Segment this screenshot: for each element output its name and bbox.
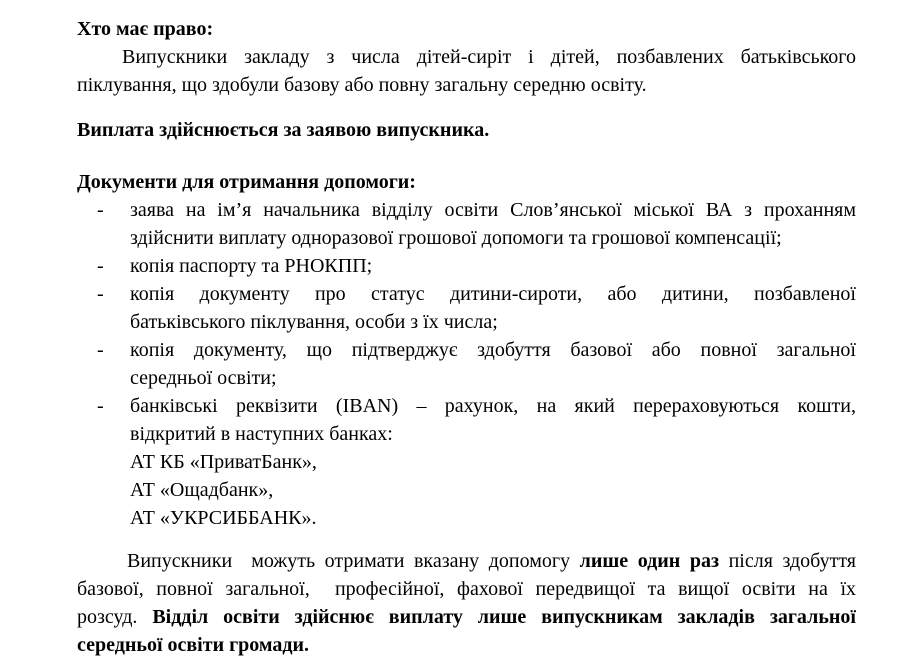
closing-text: після здобуття [719, 550, 856, 572]
docs-heading: Документи для отримання допомоги: [77, 171, 416, 193]
closing-text-bold: середньої освіти громади. [77, 634, 310, 656]
bullet-line: заява на ім’я начальника відділу освіти Слов’янської міської ВА з проханням [130, 199, 856, 221]
bullet-line: банківські реквізити (IBAN) – рахунок, на який перераховуються кошти, [130, 395, 856, 417]
blank-space [77, 532, 856, 547]
documents-list [77, 196, 856, 532]
bullet-line: відкритий в наступних банках: [130, 423, 393, 445]
bullet-line: батьківського піклування, особи з їх числа; [130, 311, 498, 333]
dash-bullet: - [97, 395, 104, 417]
blank-space [77, 99, 856, 116]
blank-space [77, 144, 856, 168]
closing-line [77, 631, 856, 659]
closing-text-bold: Відділ освіти здійснює виплату лише випускникам закладів загальної [152, 606, 856, 628]
payment-statement: Виплата здійснюється за заявою випускника. [77, 119, 490, 141]
dash-bullet: - [97, 255, 104, 277]
bullet-line: середньої освіти; [130, 367, 277, 389]
intro-line: піклування, що здобули базову або повну загальну середню освіту. [77, 74, 647, 96]
closing-line [77, 603, 856, 631]
dash-bullet: - [97, 199, 104, 221]
dash-bullet: - [97, 339, 104, 361]
closing-text: Випускники можуть отримати вказану допомогу [127, 550, 580, 572]
dash-bullet: - [97, 283, 104, 305]
closing-text: базової, повної загальної, професійної, фахової передвищої та вищої освіти на їх [77, 578, 856, 600]
bullet-line: копія документу, що підтверджує здобуття базової або повної загальної [130, 339, 856, 361]
closing-text: розсуд. [77, 606, 153, 628]
closing-text-bold: лише один раз [579, 550, 720, 572]
bullet-line: копія документу про статус дитини-сироти, або дитини, позбавленої [130, 283, 856, 305]
list-item-bank-details [77, 392, 856, 532]
bank-line: АТ «УКРСИББАНК». [130, 507, 317, 529]
closing-line [77, 575, 856, 603]
list-item-passport-copy [77, 252, 856, 280]
closing-line [77, 547, 856, 575]
closing-paragraph [77, 547, 856, 659]
bank-line: АТ КБ «ПриватБанк», [130, 451, 317, 473]
bank-line: АТ «Ощадбанк», [130, 479, 274, 501]
intro-paragraph [77, 43, 856, 99]
section-heading-who-has-right: Хто має право: [77, 18, 214, 40]
bullet-line: здійснити виплату одноразової грошової допомоги та грошової компенсації; [130, 227, 782, 249]
list-item-status-document [77, 280, 856, 336]
intro-line: Випускники закладу з числа дітей-сиріт і дітей, позбавлених батьківського [122, 46, 856, 68]
bullet-line: копія паспорту та РНОКПП; [130, 255, 373, 277]
list-item-application [77, 196, 856, 252]
list-item-education-document [77, 336, 856, 392]
